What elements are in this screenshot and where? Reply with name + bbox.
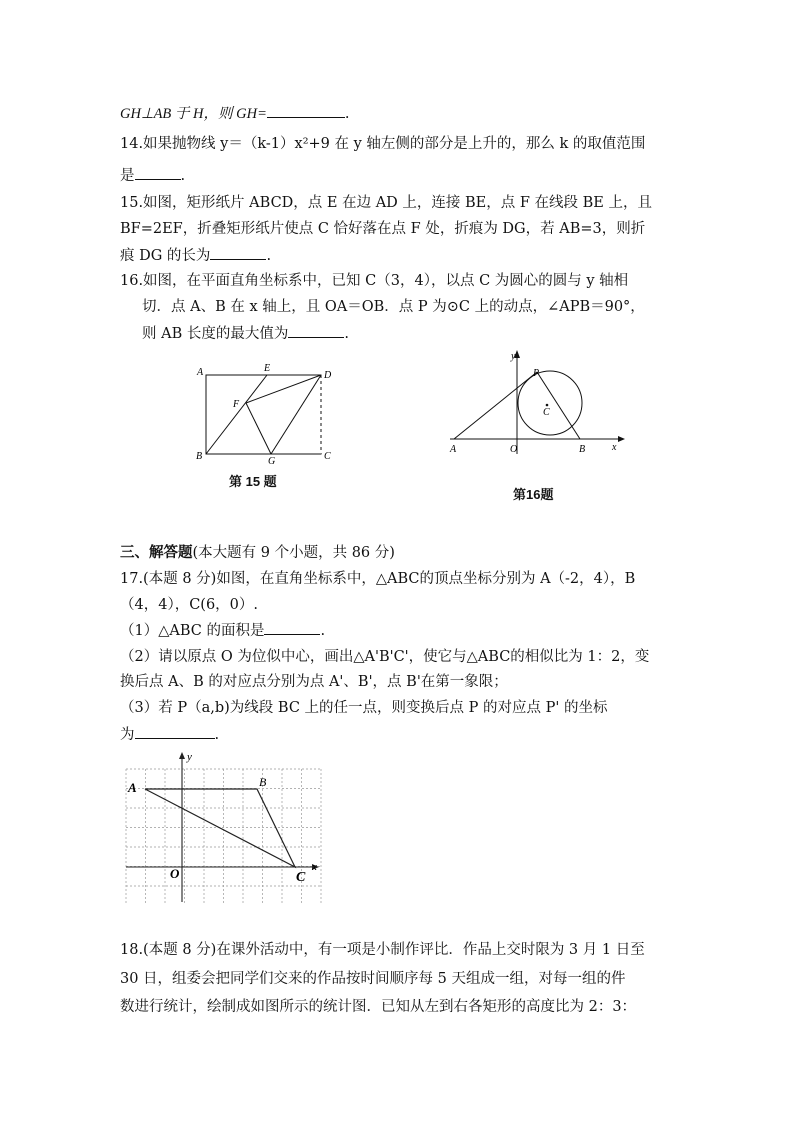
q14-line2	[120, 165, 185, 186]
label-y: y	[511, 351, 516, 362]
q16-line3-pre: 则 AB 长度的最大值为	[142, 326, 289, 342]
q13-end: .	[344, 106, 350, 122]
q17-part3-line1: （3）若 P（a,b)为线段 BC 上的任一点，则变换后点 P 的对应点 P' 的坐标	[120, 700, 608, 716]
q18-line2: 30 日，组委会把同学们交来的作品按时间顺序每 5 天组成一组，对每一组的件	[120, 971, 626, 987]
q17-part1-pre: （1）△ABC 的面积是	[120, 623, 265, 639]
center-dot	[546, 404, 549, 407]
label-b: B	[579, 444, 586, 455]
q17-part1	[120, 620, 325, 641]
label-o: O	[170, 866, 180, 881]
figure-15	[190, 360, 340, 468]
y-axis-arrow-icon	[179, 752, 185, 759]
q15-answer-blank[interactable]	[210, 245, 266, 260]
figure-17	[120, 750, 330, 905]
label-b: B	[196, 451, 203, 462]
q15-line1: 15.如图，矩形纸片 ABCD，点 E 在边 AD 上，连接 BE，点 F 在线段 BE 上，且	[120, 195, 652, 211]
q17-part2-line2: 换后点 A、B 的对应点分别为点 A'、B'，点 B'在第一象限；	[120, 674, 508, 690]
q16-end: .	[344, 326, 349, 342]
segment-be	[206, 375, 267, 454]
q17-part2-line1: （2）请以原点 O 为位似中心，画出△A'B'C'，使它与△ABC的相似比为 1：2，变	[120, 649, 650, 665]
label-p: P	[533, 368, 540, 379]
q18-line1: 18.(本题 8 分)在课外活动中，有一项是小制作评比．作品上交时限为 3 月 1 日至	[120, 942, 645, 958]
label-x: x	[312, 861, 317, 873]
x-axis-arrow-icon	[618, 436, 625, 442]
q17-line2: （4，4），C(6，0）.	[120, 597, 259, 613]
label-x: x	[612, 442, 617, 453]
q13-line	[120, 103, 349, 124]
q14-line1: 14.如果抛物线 y＝（k-1）x²+9 在 y 轴左侧的部分是上升的，那么 k 的取值范围	[120, 136, 646, 152]
rectangle-abcd	[206, 375, 321, 454]
label-d: D	[324, 370, 332, 381]
segment-dg	[271, 375, 321, 454]
label-c: C	[543, 407, 550, 418]
figure-16	[440, 346, 630, 458]
figure-15-caption: 第 15 题	[229, 474, 277, 489]
q16-line1: 16.如图，在平面直角坐标系中，已知 C（3，4），以点 C 为圆心的圆与 y 轴相	[120, 273, 629, 289]
section3-title: 三、解答题	[120, 544, 193, 561]
label-b: B	[259, 775, 267, 789]
label-e: E	[264, 363, 271, 374]
q15-line2: BF=2EF，折叠矩形纸片使点 C 恰好落在点 F 处，折痕为 DG，若 AB=3，则折	[120, 221, 646, 237]
q15-line3-pre: 痕 DG 的长为	[120, 248, 211, 264]
q14-line2-pre: 是	[120, 168, 135, 184]
q17-part1-end: .	[320, 623, 326, 639]
segment-pa	[454, 372, 537, 439]
q18-line3: 数进行统计，绘制成如图所示的统计图．已知从左到右各矩形的高度比为 2：3：	[120, 999, 637, 1015]
label-y: y	[187, 751, 192, 763]
circle-c	[518, 371, 582, 435]
q17-part3-pre: 为	[120, 727, 135, 743]
q17-part1-blank[interactable]	[264, 620, 320, 635]
q16-line3	[142, 323, 349, 344]
segment-fg	[246, 403, 271, 454]
q17-part3-blank[interactable]	[135, 724, 215, 739]
q17-part3-end: .	[214, 727, 220, 743]
q13-answer-blank[interactable]	[267, 103, 345, 118]
label-f: F	[233, 399, 240, 410]
segment-fd	[246, 375, 321, 403]
label-a: A	[450, 444, 457, 455]
figure-16-caption: 第16题	[513, 487, 554, 502]
label-c: C	[324, 451, 331, 462]
label-o: O	[510, 444, 518, 455]
q17-line1: 17.(本题 8 分)如图，在直角坐标系中，△ABC的顶点坐标分别为 A（-2，4），B	[120, 571, 636, 587]
label-c: C	[296, 870, 306, 885]
q14-answer-blank[interactable]	[135, 165, 181, 180]
q16-answer-blank[interactable]	[288, 323, 344, 338]
label-g: G	[268, 456, 276, 467]
section3-note: (本大题有 9 个小题，共 86 分)	[192, 545, 395, 561]
q17-part3-line2	[120, 724, 219, 745]
q13-text: GH⊥AB 于 H，则 GH=	[120, 106, 267, 122]
q15-end: .	[266, 248, 272, 264]
label-a: A	[197, 367, 204, 378]
q15-line3	[120, 245, 271, 266]
section3-heading	[120, 543, 395, 563]
q16-line2: 切．点 A、B 在 x 轴上，且 OA＝OB．点 P 为⊙C 上的动点，∠APB＝90°，	[142, 299, 645, 315]
label-a: A	[128, 780, 137, 795]
q14-end: .	[180, 168, 186, 184]
triangle-abc	[145, 789, 295, 867]
